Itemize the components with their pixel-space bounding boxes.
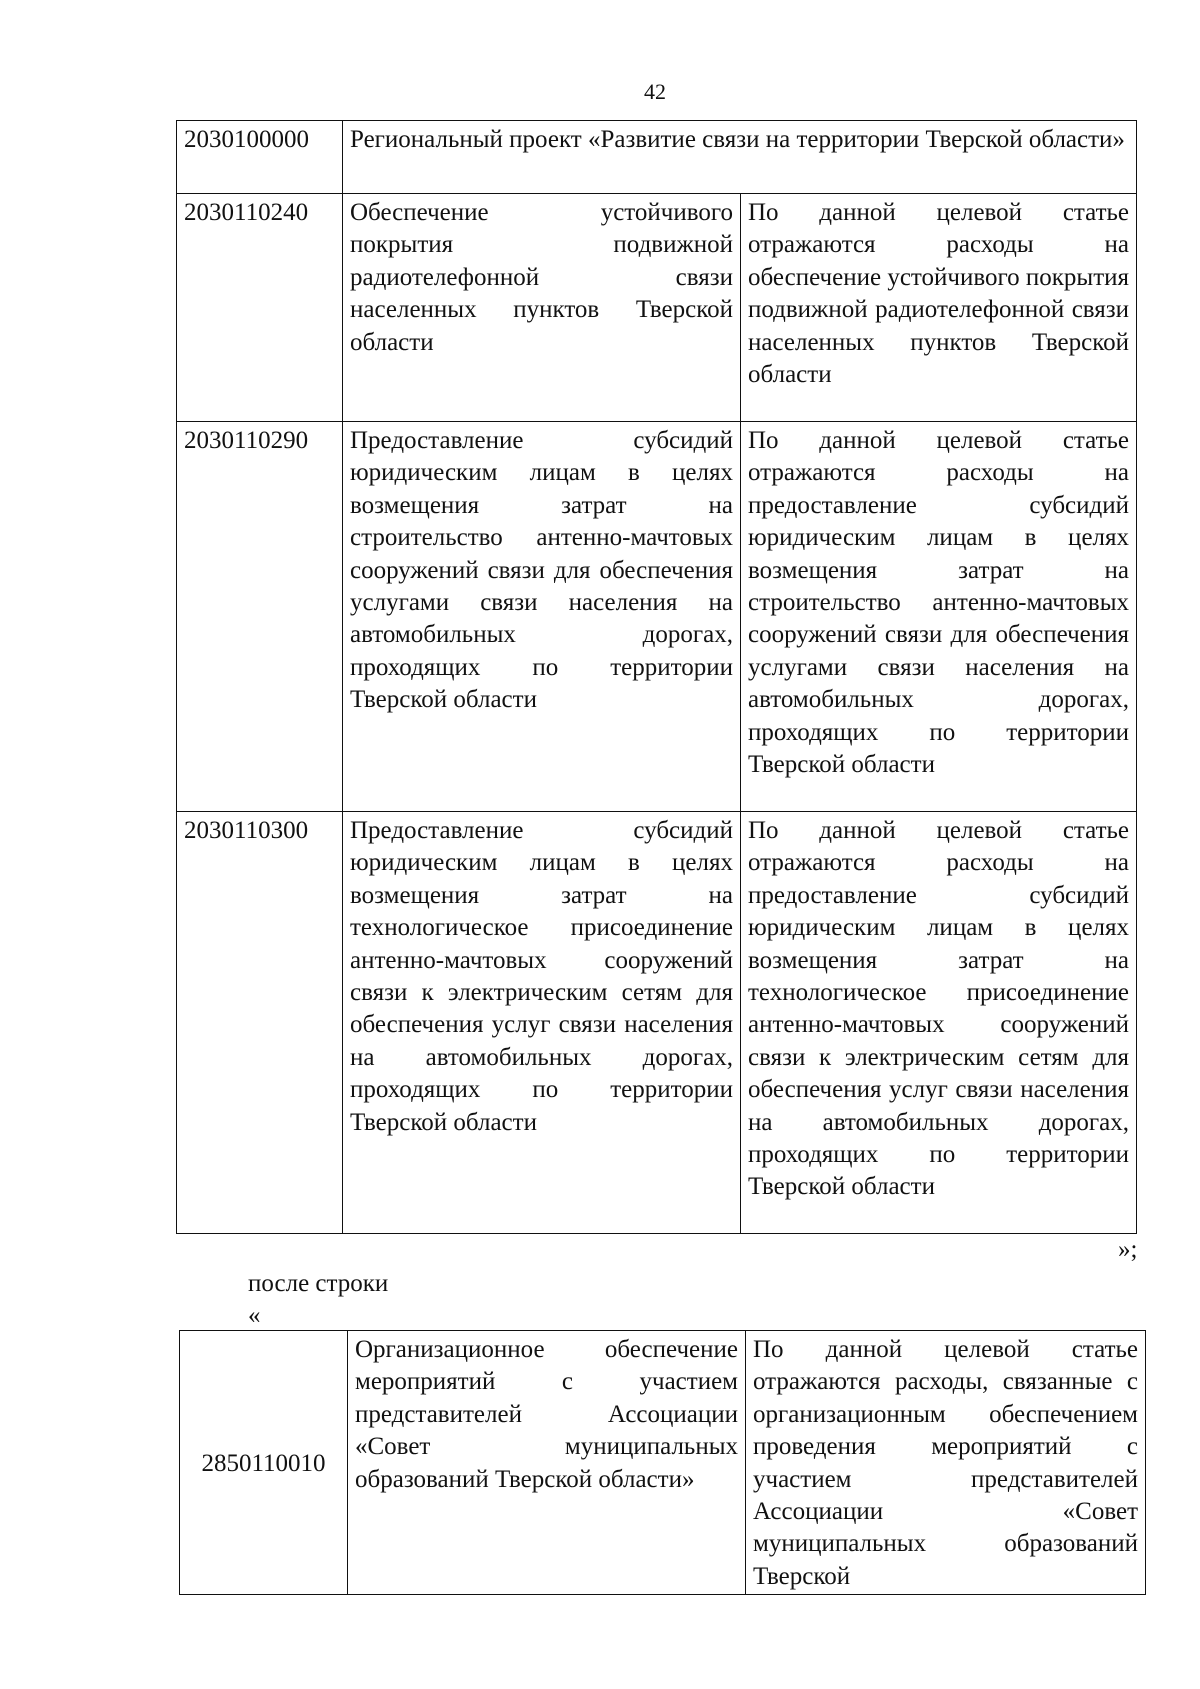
target-article-code: 2030110240	[177, 194, 343, 422]
target-article-code: 2850110010	[180, 1331, 348, 1595]
table-row	[177, 422, 1137, 812]
target-article-description: По данной целевой статье отражаются расходы на обеспечение устойчивого покрытия подвижной радиотелефонной связи населенных пунктов Тверской области	[741, 194, 1137, 422]
target-article-code: 2030100000	[177, 121, 343, 194]
table-row	[177, 194, 1137, 422]
budget-classification-table	[176, 120, 1137, 1234]
target-article-code: 2030110300	[177, 812, 343, 1234]
table-row	[180, 1331, 1146, 1595]
after-line-text: после строки	[248, 1270, 389, 1297]
target-article-description: По данной целевой статье отражаются расходы на предоставление субсидий юридическим лицам в целях возмещения затрат на технологическое присоединение антенно-мачтовых сооружений связи к электрическим сетям для обеспечения услуг связи населения на автомобильных дорогах, проходящих по территории Тверской области	[741, 812, 1137, 1234]
open-quote: «	[248, 1302, 261, 1329]
target-article-name: Обеспечение устойчивого покрытия подвижной радиотелефонной связи населенных пунктов Тверской области	[343, 194, 741, 422]
closing-quote: »;	[1118, 1236, 1138, 1263]
target-article-name: Предоставление субсидий юридическим лицам в целях возмещения затрат на строительство антенно-мачтовых сооружений связи для обеспечения услугами связи населения на автомобильных дорогах, проходящих по территории Тверской области	[343, 422, 741, 812]
target-article-name: Предоставление субсидий юридическим лицам в целях возмещения затрат на технологическое присоединение антенно-мачтовых сооружений связи к электрическим сетям для обеспечения услуг связи населения на автомобильных дорогах, проходящих по территории Тверской области	[343, 812, 741, 1234]
target-article-name: Организационное обеспечение мероприятий с участием представителей Ассоциации «Совет муниципальных образований Тверской области»	[348, 1331, 746, 1595]
target-article-description: По данной целевой статье отражаются расходы на предоставление субсидий юридическим лицам в целях возмещения затрат на строительство антенно-мачтовых сооружений связи для обеспечения услугами связи населения на автомобильных дорогах, проходящих по территории Тверской области	[741, 422, 1137, 812]
target-article-code: 2030110290	[177, 422, 343, 812]
table-row	[177, 812, 1137, 1234]
regional-project-title: Региональный проект «Развитие связи на территории Тверской области»	[343, 121, 1137, 194]
table-row	[177, 121, 1137, 194]
page-number: 42	[644, 79, 666, 104]
target-article-description: По данной целевой статье отражаются расходы, связанные с организационным обеспечением проведения мероприятий с участием представителей Ассоциации «Совет муниципальных образований Тверской	[746, 1331, 1146, 1595]
budget-classification-table-continued	[179, 1330, 1146, 1595]
